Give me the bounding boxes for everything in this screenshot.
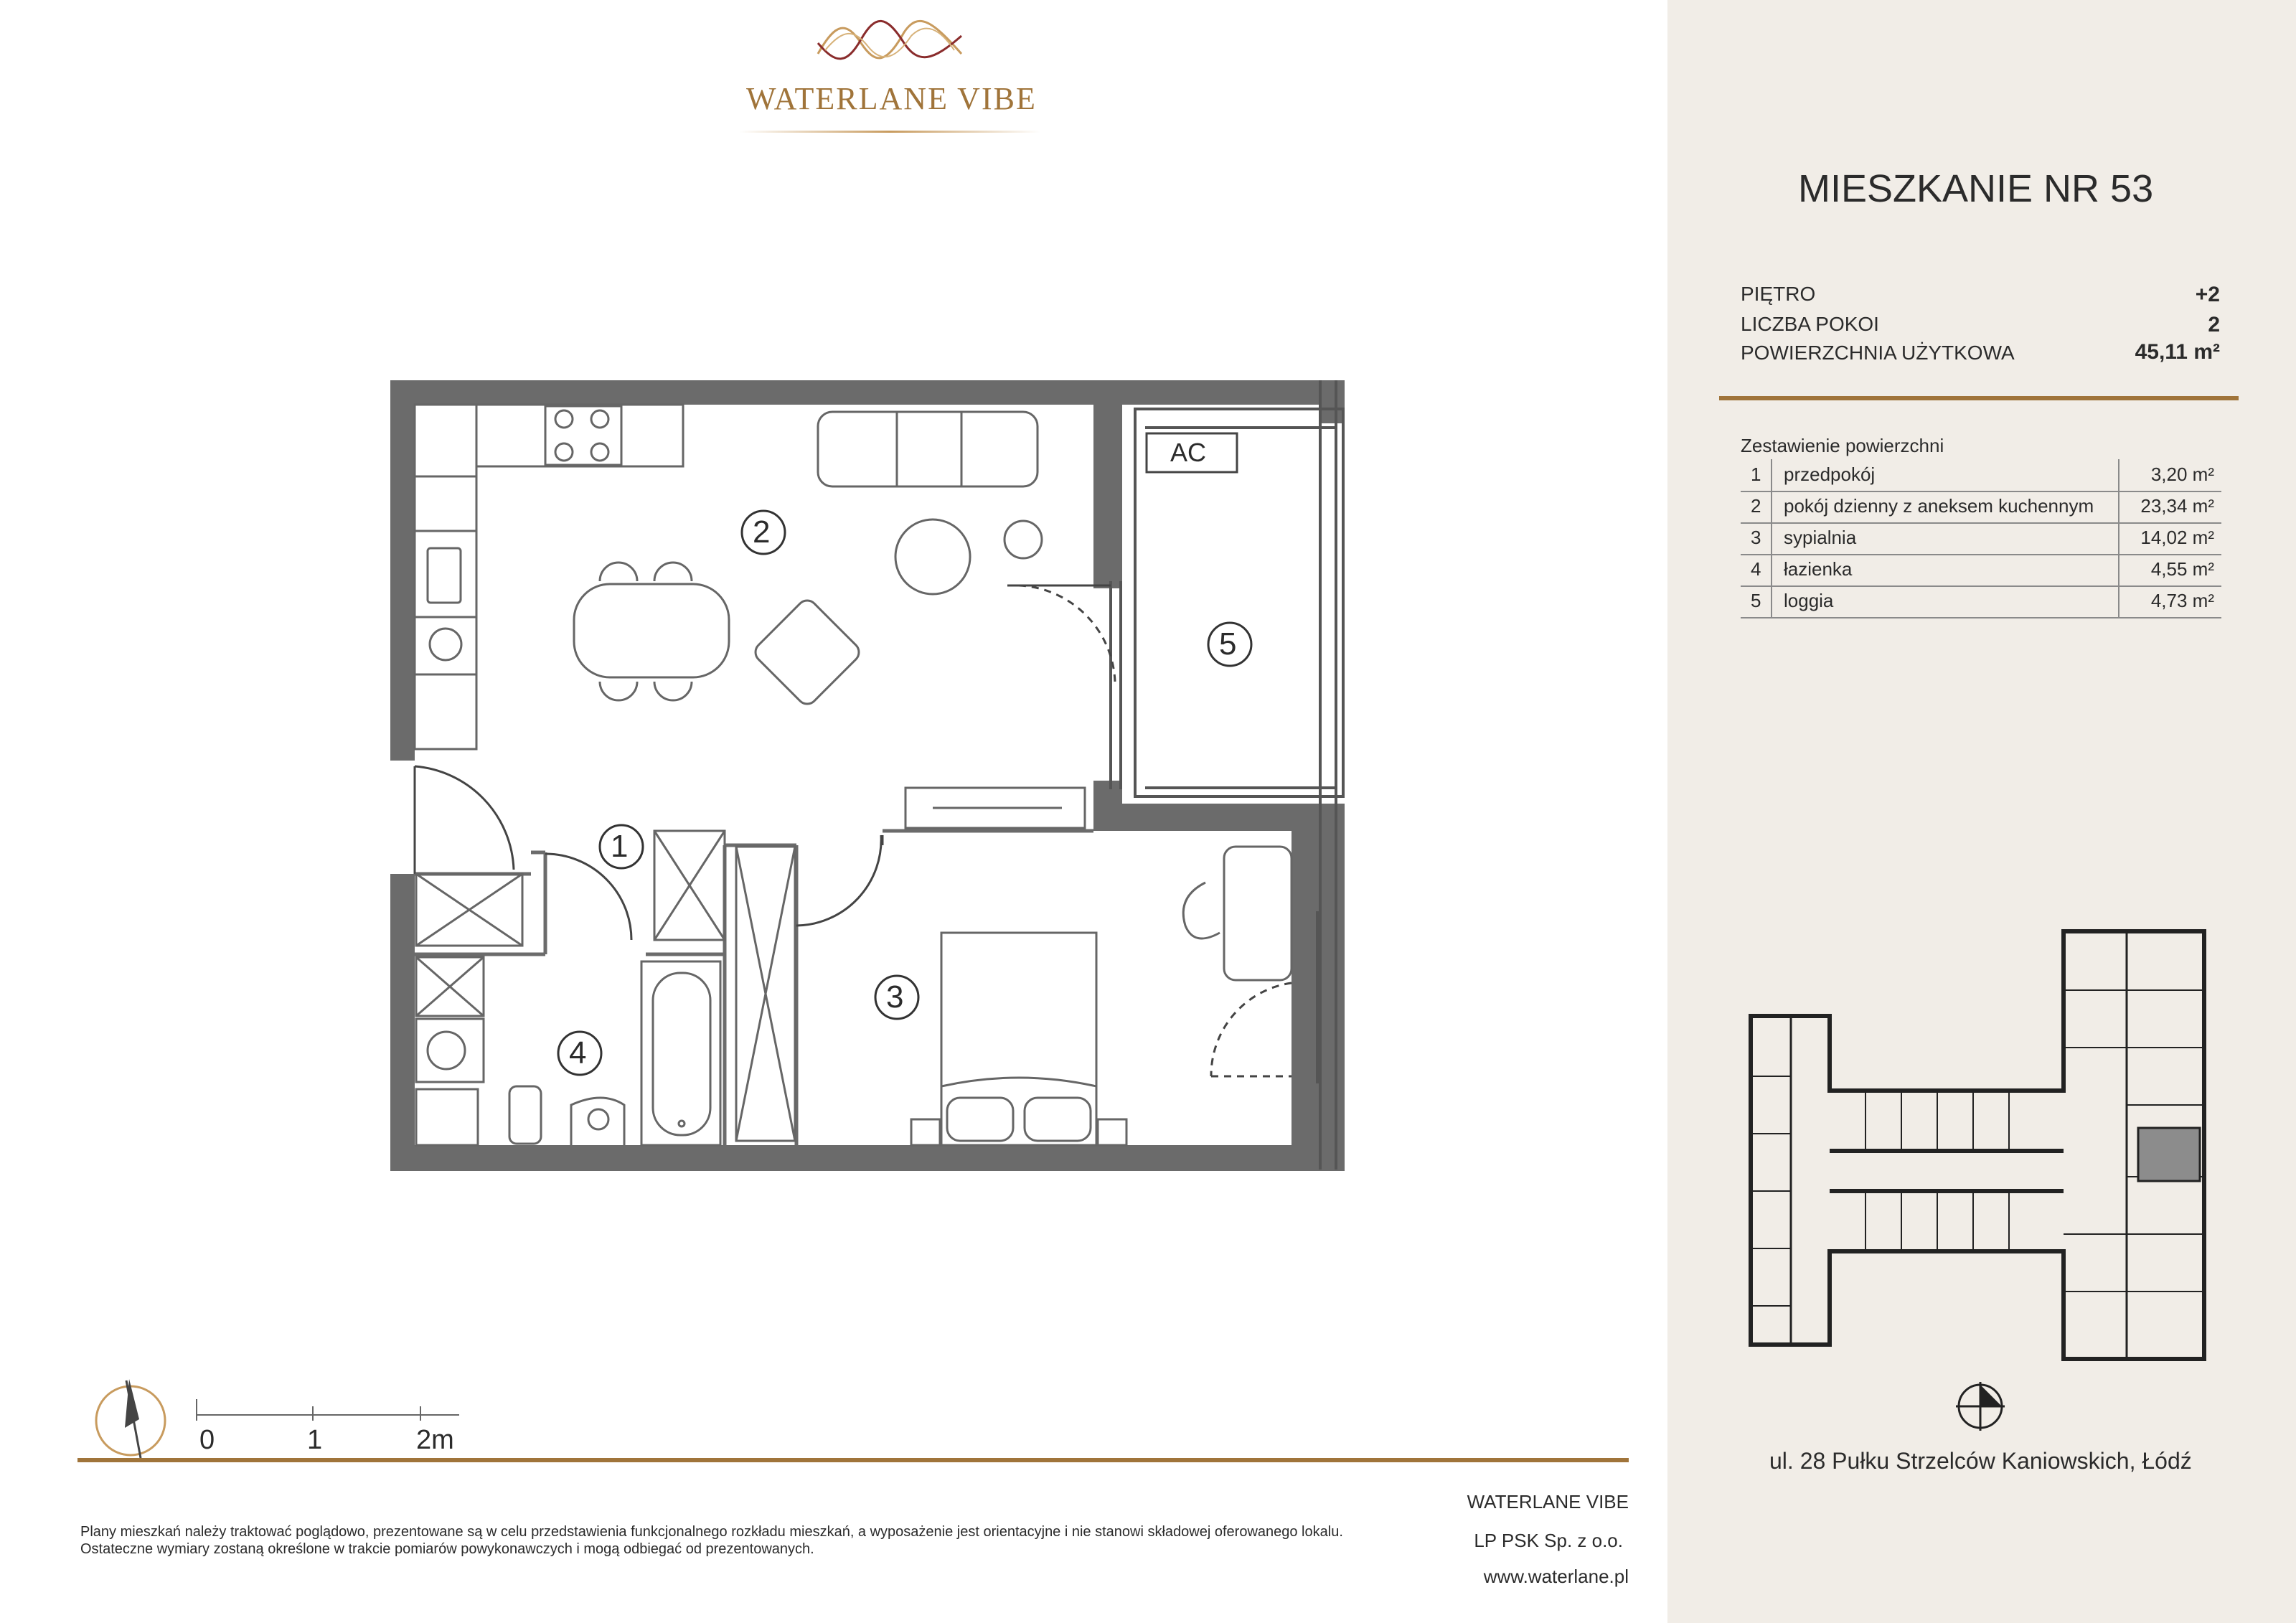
summary-row [1741, 459, 2221, 492]
fact-label-floor: PIĘTRO [1741, 283, 1816, 305]
address: ul. 28 Pułku Strzelców Kaniowskich, Łódź [1769, 1448, 2192, 1474]
summary-row [1741, 554, 2221, 587]
summary-row-name: łazienka [1784, 558, 1853, 580]
footer-company-legal: LP PSK Sp. z o.o. [1474, 1530, 1623, 1551]
scale-label-2m: 2m [416, 1425, 454, 1455]
disclaimer-line-2: Ostateczne wymiary zostaną określone w trakcie pomiarów powykonawczych i mogą odbiegać od prezentowanych. [80, 1541, 814, 1557]
fact-label-rooms: LICZBA POKOI [1741, 313, 1879, 335]
summary-row-no: 5 [1751, 590, 1761, 611]
summary-row-name: sypialnia [1784, 527, 1857, 548]
summary-row-no: 2 [1751, 495, 1761, 517]
room-label-2: 2 [753, 514, 771, 550]
room-label-5: 5 [1219, 626, 1237, 662]
summary-row-name: pokój dzienny z aneksem kuchennym [1784, 495, 2094, 517]
summary-row [1741, 522, 2221, 555]
scale-label-0: 0 [199, 1425, 215, 1455]
summary-row-name: przedpokój [1784, 464, 1876, 485]
apartment-title: MIESZKANIE NR 53 [1798, 167, 2154, 210]
highlighted-apartment [2138, 1128, 2200, 1181]
summary-row [1741, 491, 2221, 524]
scale-label-1: 1 [307, 1425, 323, 1455]
summary-row-name: loggia [1784, 590, 1834, 611]
summary-row-no: 3 [1751, 527, 1761, 548]
summary-row-area: 23,34 m² [2140, 495, 2214, 517]
footer-website[interactable]: www.waterlane.pl [1483, 1566, 1629, 1587]
summary-row [1741, 585, 2221, 618]
summary-row-no: 4 [1751, 558, 1761, 580]
fact-value-area: 45,11 m² [2135, 340, 2220, 364]
summary-row-no: 1 [1751, 464, 1761, 485]
fact-label-area: POWIERZCHNIA UŻYTKOWA [1741, 342, 2015, 364]
footer-company-name: WATERLANE VIBE [1467, 1491, 1629, 1513]
fact-value-floor: +2 [2195, 283, 2220, 306]
ac-label: AC [1170, 438, 1207, 467]
fact-value-rooms: 2 [2208, 313, 2220, 337]
summary-row-area: 4,73 m² [2150, 590, 2214, 611]
summary-row-area: 3,20 m² [2150, 464, 2214, 485]
room-label-1: 1 [611, 829, 629, 864]
summary-row-area: 14,02 m² [2140, 527, 2214, 548]
brand-name: WATERLANE VIBE [746, 81, 1037, 116]
disclaimer-line-1: Plany mieszkań należy traktować poglądowo, prezentowane są w celu przedstawienia funkcjonalnego rozkładu mieszkań, a wyposażenie jest orientacyjne i nie stanowi składowej oferowanego lokalu. [80, 1524, 1343, 1540]
summary-heading: Zestawienie powierzchni [1741, 435, 1944, 456]
walls [390, 380, 1345, 1171]
room-label-3: 3 [886, 979, 904, 1015]
summary-row-area: 4,55 m² [2150, 558, 2214, 580]
room-label-4: 4 [569, 1035, 587, 1071]
